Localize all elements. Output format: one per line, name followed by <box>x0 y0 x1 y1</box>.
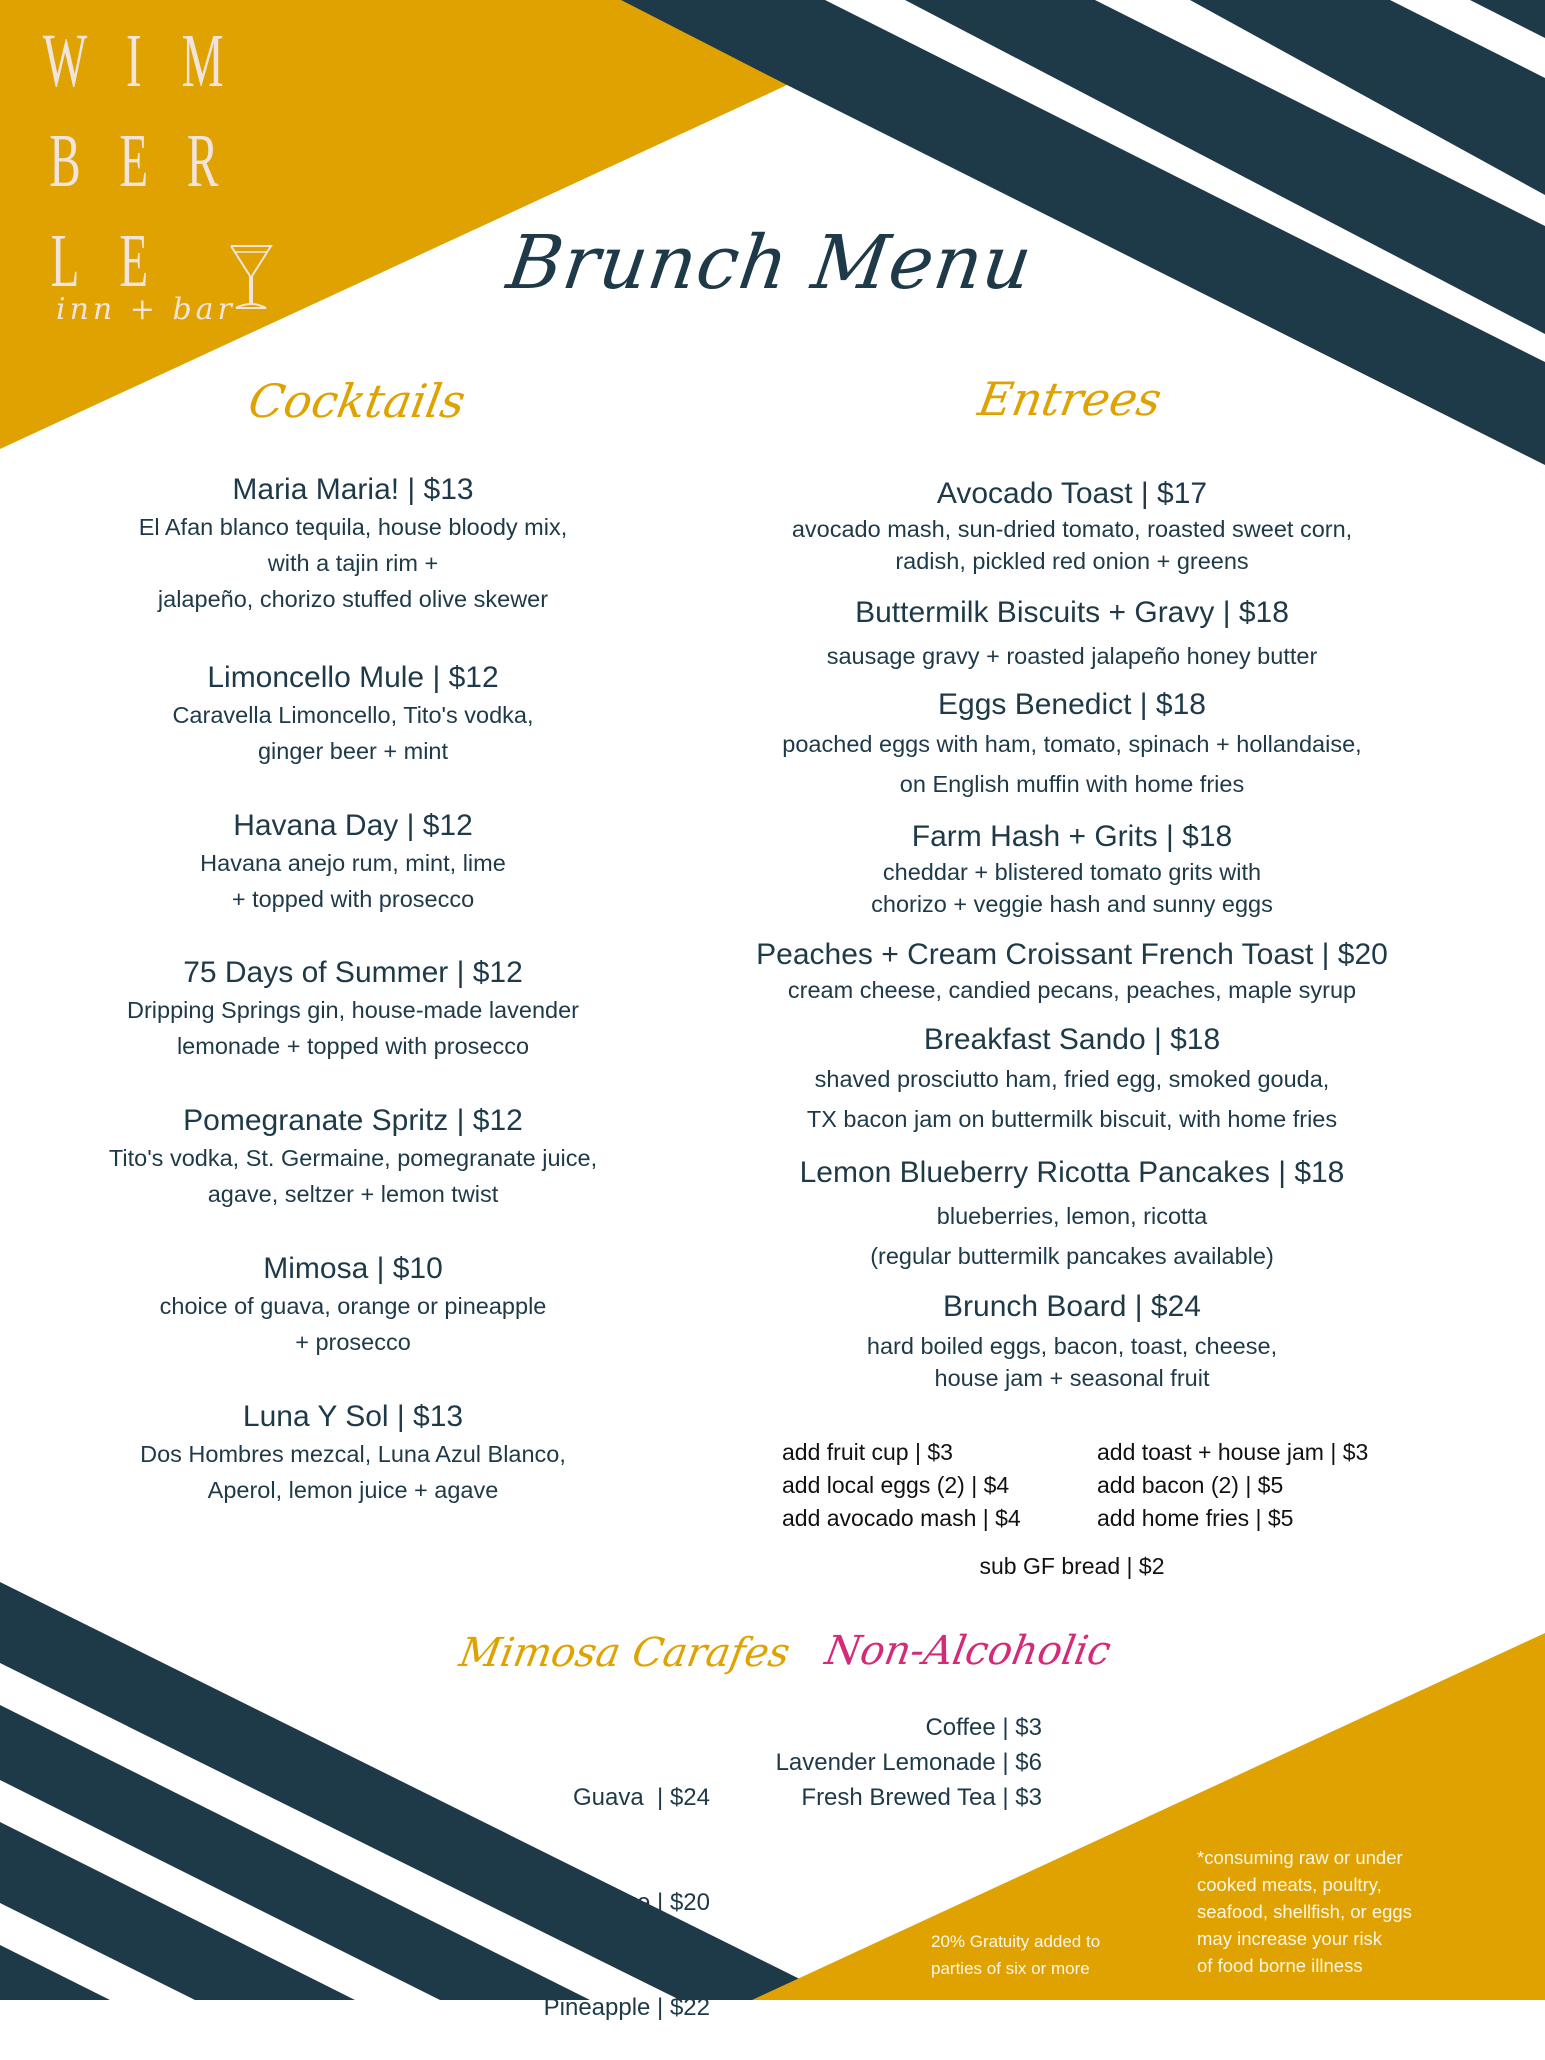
list-item <box>53 471 653 617</box>
sub-gf-bread: sub GF bread | $2 <box>979 1553 1165 1579</box>
list-item <box>53 1250 653 1360</box>
logo-letter: B <box>49 119 81 203</box>
addon-item: add avocado mash | $4 <box>782 1505 1021 1531</box>
note-line: 20% Gratuity added to <box>931 1932 1101 1951</box>
item-desc: Havana anejo rum, mint, lime <box>200 850 506 876</box>
item-title: Pomegranate Spritz | $12 <box>183 1104 523 1137</box>
item-desc: Dripping Springs gin, house-made lavender <box>127 997 579 1023</box>
item-desc: house jam + seasonal fruit <box>934 1365 1210 1391</box>
item-title: Avocado Toast | $17 <box>936 477 1208 510</box>
item-desc: lemonade + topped with prosecco <box>176 1033 530 1059</box>
addon-item: add toast + house jam | $3 <box>1097 1439 1369 1465</box>
list-item: Coffee | $3 <box>925 1714 1042 1741</box>
entrees-heading: Entrees <box>974 372 1166 426</box>
item-title: Limoncello Mule | $12 <box>207 661 499 694</box>
item-desc: cream cheese, candied pecans, peaches, maple syrup <box>787 977 1357 1003</box>
list-item: Guava | $24 <box>573 1784 710 1811</box>
item-desc: (regular buttermilk pancakes available) <box>870 1243 1274 1269</box>
item-desc: Aperol, lemon juice + agave <box>207 1477 499 1503</box>
addon-item: add fruit cup | $3 <box>782 1439 953 1465</box>
item-desc: Caravella Limoncello, Tito's vodka, <box>172 702 534 728</box>
item-desc: hard boiled eggs, bacon, toast, cheese, <box>866 1333 1278 1359</box>
mimosa-carafes-list <box>420 1710 710 2060</box>
list-item <box>672 475 1472 577</box>
item-desc: cheddar + blistered tomato grits with <box>882 859 1262 885</box>
note-line: of food borne illness <box>1197 1955 1363 1976</box>
list-item <box>53 807 653 917</box>
list-item: Fresh Brewed Tea | $3 <box>801 1784 1042 1811</box>
item-title: Peaches + Cream Croissant French Toast | $20 <box>756 938 1388 971</box>
item-desc: shaved prosciutto ham, fried egg, smoked gouda, <box>814 1066 1330 1092</box>
list-item: Pineapple | $22 <box>543 1994 710 2021</box>
logo-letter: W <box>42 19 88 103</box>
note-line: may increase your risk <box>1197 1928 1383 1949</box>
logo-tagline: inn + bar <box>56 292 236 327</box>
note-line: seafood, shellfish, or eggs <box>1197 1901 1412 1922</box>
item-title: Brunch Board | $24 <box>943 1290 1201 1323</box>
item-title: Buttermilk Biscuits + Gravy | $18 <box>855 596 1289 629</box>
item-desc: radish, pickled red onion + greens <box>895 548 1249 574</box>
item-desc: + prosecco <box>295 1329 411 1355</box>
logo-letter: M <box>181 19 224 103</box>
note-line: cooked meats, poultry, <box>1197 1874 1382 1895</box>
note-line: *consuming raw or under <box>1197 1847 1403 1868</box>
item-desc: poached eggs with ham, tomato, spinach + hollandaise, <box>782 731 1362 757</box>
cocktails-list <box>53 0 653 2000</box>
item-desc: choice of guava, orange or pineapple <box>159 1293 547 1319</box>
item-desc: blueberries, lemon, ricotta <box>936 1203 1208 1229</box>
item-title: Luna Y Sol | $13 <box>242 1400 464 1433</box>
item-desc: jalapeño, chorizo stuffed olive skewer <box>157 586 549 612</box>
page-title: Brunch Menu <box>502 220 1038 306</box>
cocktails-heading: Cocktails <box>244 374 470 428</box>
entrees-list <box>672 0 1472 2000</box>
gratuity-note <box>931 1928 1100 1982</box>
logo-letter: E <box>119 219 149 303</box>
item-desc: ginger beer + mint <box>257 738 449 764</box>
addon-item: add bacon (2) | $5 <box>1097 1472 1284 1498</box>
logo-letter: L <box>50 219 80 303</box>
item-title: Farm Hash + Grits | $18 <box>911 820 1233 853</box>
item-title: Maria Maria! | $13 <box>232 473 474 506</box>
item-desc: chorizo + veggie hash and sunny eggs <box>871 891 1273 917</box>
list-item <box>672 686 1472 804</box>
item-desc: on English muffin with home fries <box>899 771 1245 797</box>
list-item <box>672 936 1472 1006</box>
item-desc: sausage gravy + roasted jalapeño honey butter <box>826 643 1318 669</box>
item-desc: Dos Hombres mezcal, Luna Azul Blanco, <box>140 1441 566 1467</box>
item-title: Eggs Benedict | $18 <box>938 688 1206 721</box>
item-title: Lemon Blueberry Ricotta Pancakes | $18 <box>799 1156 1345 1189</box>
addon-item: add home fries | $5 <box>1097 1505 1294 1531</box>
logo-letter: I <box>125 19 142 103</box>
item-desc: with a tajin rim + <box>267 550 439 576</box>
food-safety-warning <box>1197 1844 1412 1979</box>
mimosa-carafes-heading: Mimosa Carafes <box>455 1630 794 1676</box>
list-item <box>672 1154 1472 1276</box>
item-desc: El Afan blanco tequila, house bloody mix, <box>138 514 568 540</box>
addon-item: add local eggs (2) | $4 <box>782 1472 1010 1498</box>
item-title: Breakfast Sando | $18 <box>923 1023 1221 1056</box>
list-item <box>672 594 1472 674</box>
list-item <box>672 1288 1472 1394</box>
note-line: parties of six or more <box>931 1959 1090 1978</box>
list-item <box>53 1398 653 1508</box>
item-title: 75 Days of Summer | $12 <box>183 956 523 989</box>
list-item: Orange | $20 <box>570 1889 710 1916</box>
item-desc: agave, seltzer + lemon twist <box>207 1181 499 1207</box>
non-alcoholic-list <box>700 1710 1042 1815</box>
list-item <box>672 1021 1472 1139</box>
list-item <box>672 818 1472 920</box>
logo-letter: R <box>186 119 219 203</box>
item-desc: avocado mash, sun-dried tomato, roasted sweet corn, <box>791 516 1353 542</box>
list-item <box>53 659 653 769</box>
item-desc: + topped with prosecco <box>231 886 475 912</box>
logo-letter: E <box>119 119 149 203</box>
list-item: Lavender Lemonade | $6 <box>775 1749 1042 1776</box>
item-desc: Tito's vodka, St. Germaine, pomegranate juice, <box>108 1145 598 1171</box>
item-desc: TX bacon jam on buttermilk biscuit, with home fries <box>806 1106 1338 1132</box>
list-item <box>53 954 653 1064</box>
item-title: Mimosa | $10 <box>263 1252 443 1285</box>
list-item <box>53 1102 653 1212</box>
item-title: Havana Day | $12 <box>233 809 473 842</box>
non-alcoholic-heading: Non-Alcoholic <box>821 1628 1115 1674</box>
